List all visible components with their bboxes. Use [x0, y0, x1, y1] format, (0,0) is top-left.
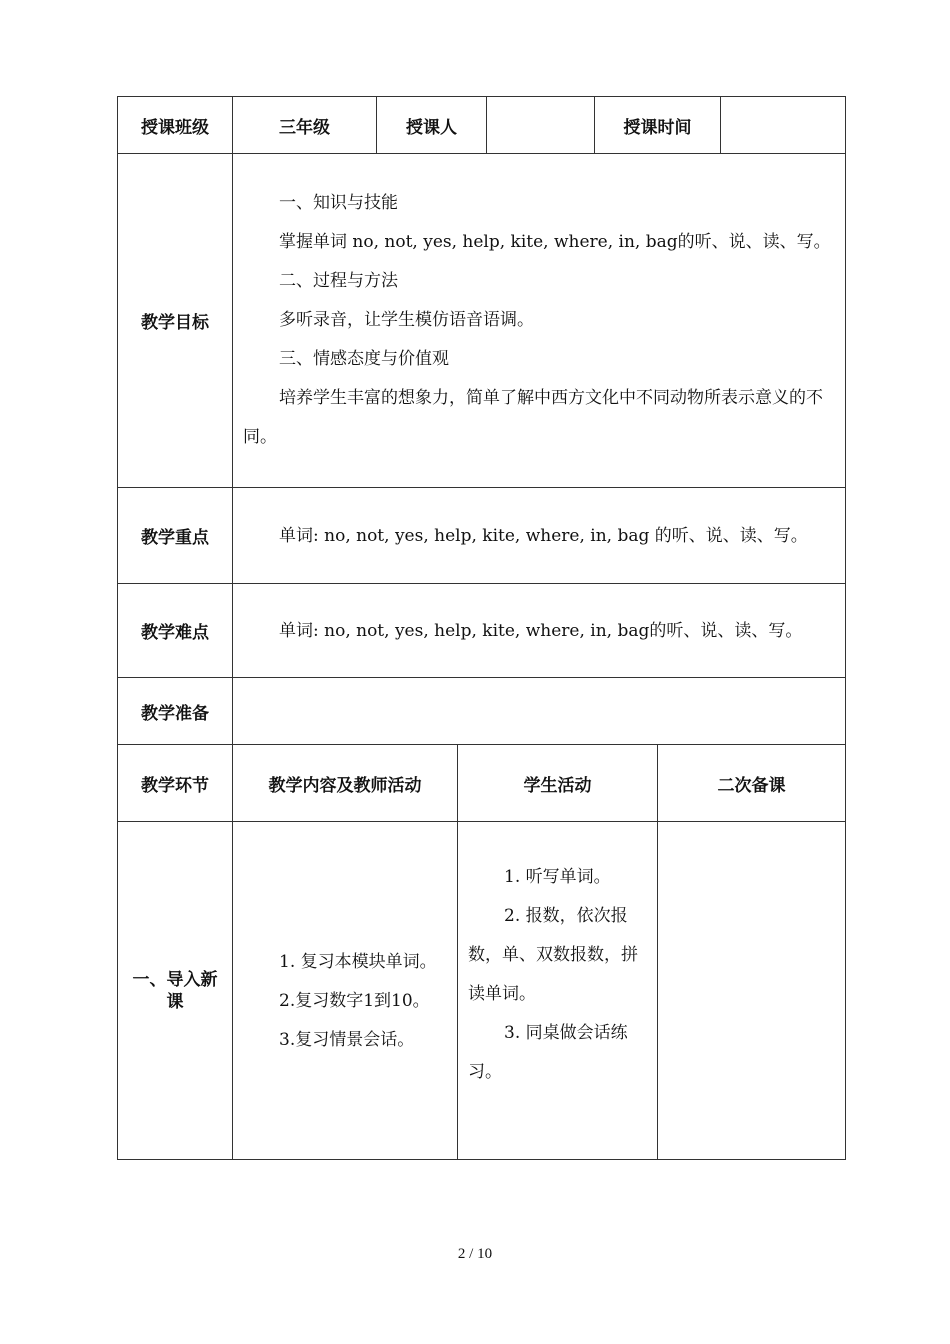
- goals-label: 教学目标: [118, 154, 233, 488]
- goals-line: 一、知识与技能: [279, 193, 398, 213]
- student-activities: [458, 822, 658, 1160]
- time-label: 授课时间: [595, 97, 721, 154]
- header-table: [117, 96, 846, 154]
- teacher-activity-header: 教学内容及教师活动: [233, 745, 458, 822]
- student-activity-line: 1. 听写单词。: [504, 866, 611, 887]
- teacher-activity-line: 1. 复习本模块单词。: [279, 952, 437, 972]
- preparation-content: [233, 678, 846, 745]
- class-value: 三年级: [233, 97, 377, 154]
- teacher-label: 授课人: [377, 97, 487, 154]
- difficulties-row: [118, 584, 846, 678]
- stage-header: 教学环节: [118, 745, 233, 822]
- preparation-label: 教学准备: [118, 678, 233, 745]
- time-value: [721, 97, 846, 154]
- process-header-row: [118, 745, 846, 822]
- key-points-row: [118, 488, 846, 584]
- second-prep-notes: [658, 822, 846, 1160]
- page-number: 2 / 10: [457, 1246, 493, 1262]
- difficulties-label: 教学难点: [118, 584, 233, 678]
- preparation-row: [118, 678, 846, 745]
- goals-line: 二、过程与方法: [279, 271, 398, 291]
- process-table: [117, 744, 846, 1160]
- student-activity-line: 3. 同桌做会话练习。: [468, 1022, 628, 1082]
- stage-label: 一、导入新课: [118, 822, 233, 1160]
- class-label: 授课班级: [118, 97, 233, 154]
- goals-row: [118, 154, 846, 488]
- student-activity-header: 学生活动: [458, 745, 658, 822]
- key-points-label: 教学重点: [118, 488, 233, 584]
- lesson-plan-sheet: [117, 96, 845, 1160]
- goals-line: 多听录音，让学生模仿语音语调。: [279, 310, 534, 330]
- teacher-activity-line: 3.复习情景会话。: [279, 1030, 415, 1050]
- goals-line: 三、情感态度与价值观: [279, 349, 449, 369]
- student-activity-line: 2. 报数，依次报数，单、双数报数，拼读单词。: [468, 905, 638, 1004]
- goals-line: 培养学生丰富的想象力，简单了解中西方文化中不同动物所表示意义的不同。: [243, 388, 823, 447]
- teacher-value: [487, 97, 595, 154]
- notes-header: 二次备课: [658, 745, 846, 822]
- key-points-content: [233, 488, 846, 584]
- difficulties-content: [233, 584, 846, 678]
- goals-content: [233, 154, 846, 488]
- difficulties-text: 单词: no, not, yes, help, kite, where, in, bag的听、说、读、写。: [279, 620, 803, 641]
- goals-line: 掌握单词 no, not, yes, help, kite, where, in, bag的听、说、读、写。: [279, 232, 831, 252]
- stage-row: [118, 822, 846, 1160]
- objectives-table: [117, 153, 846, 745]
- teacher-activity-line: 2.复习数字1到10。: [279, 991, 430, 1011]
- key-points-text: 单词: no, not, yes, help, kite, where, in, bag 的听、说、读、写。: [279, 525, 808, 546]
- teacher-activities: [233, 822, 458, 1160]
